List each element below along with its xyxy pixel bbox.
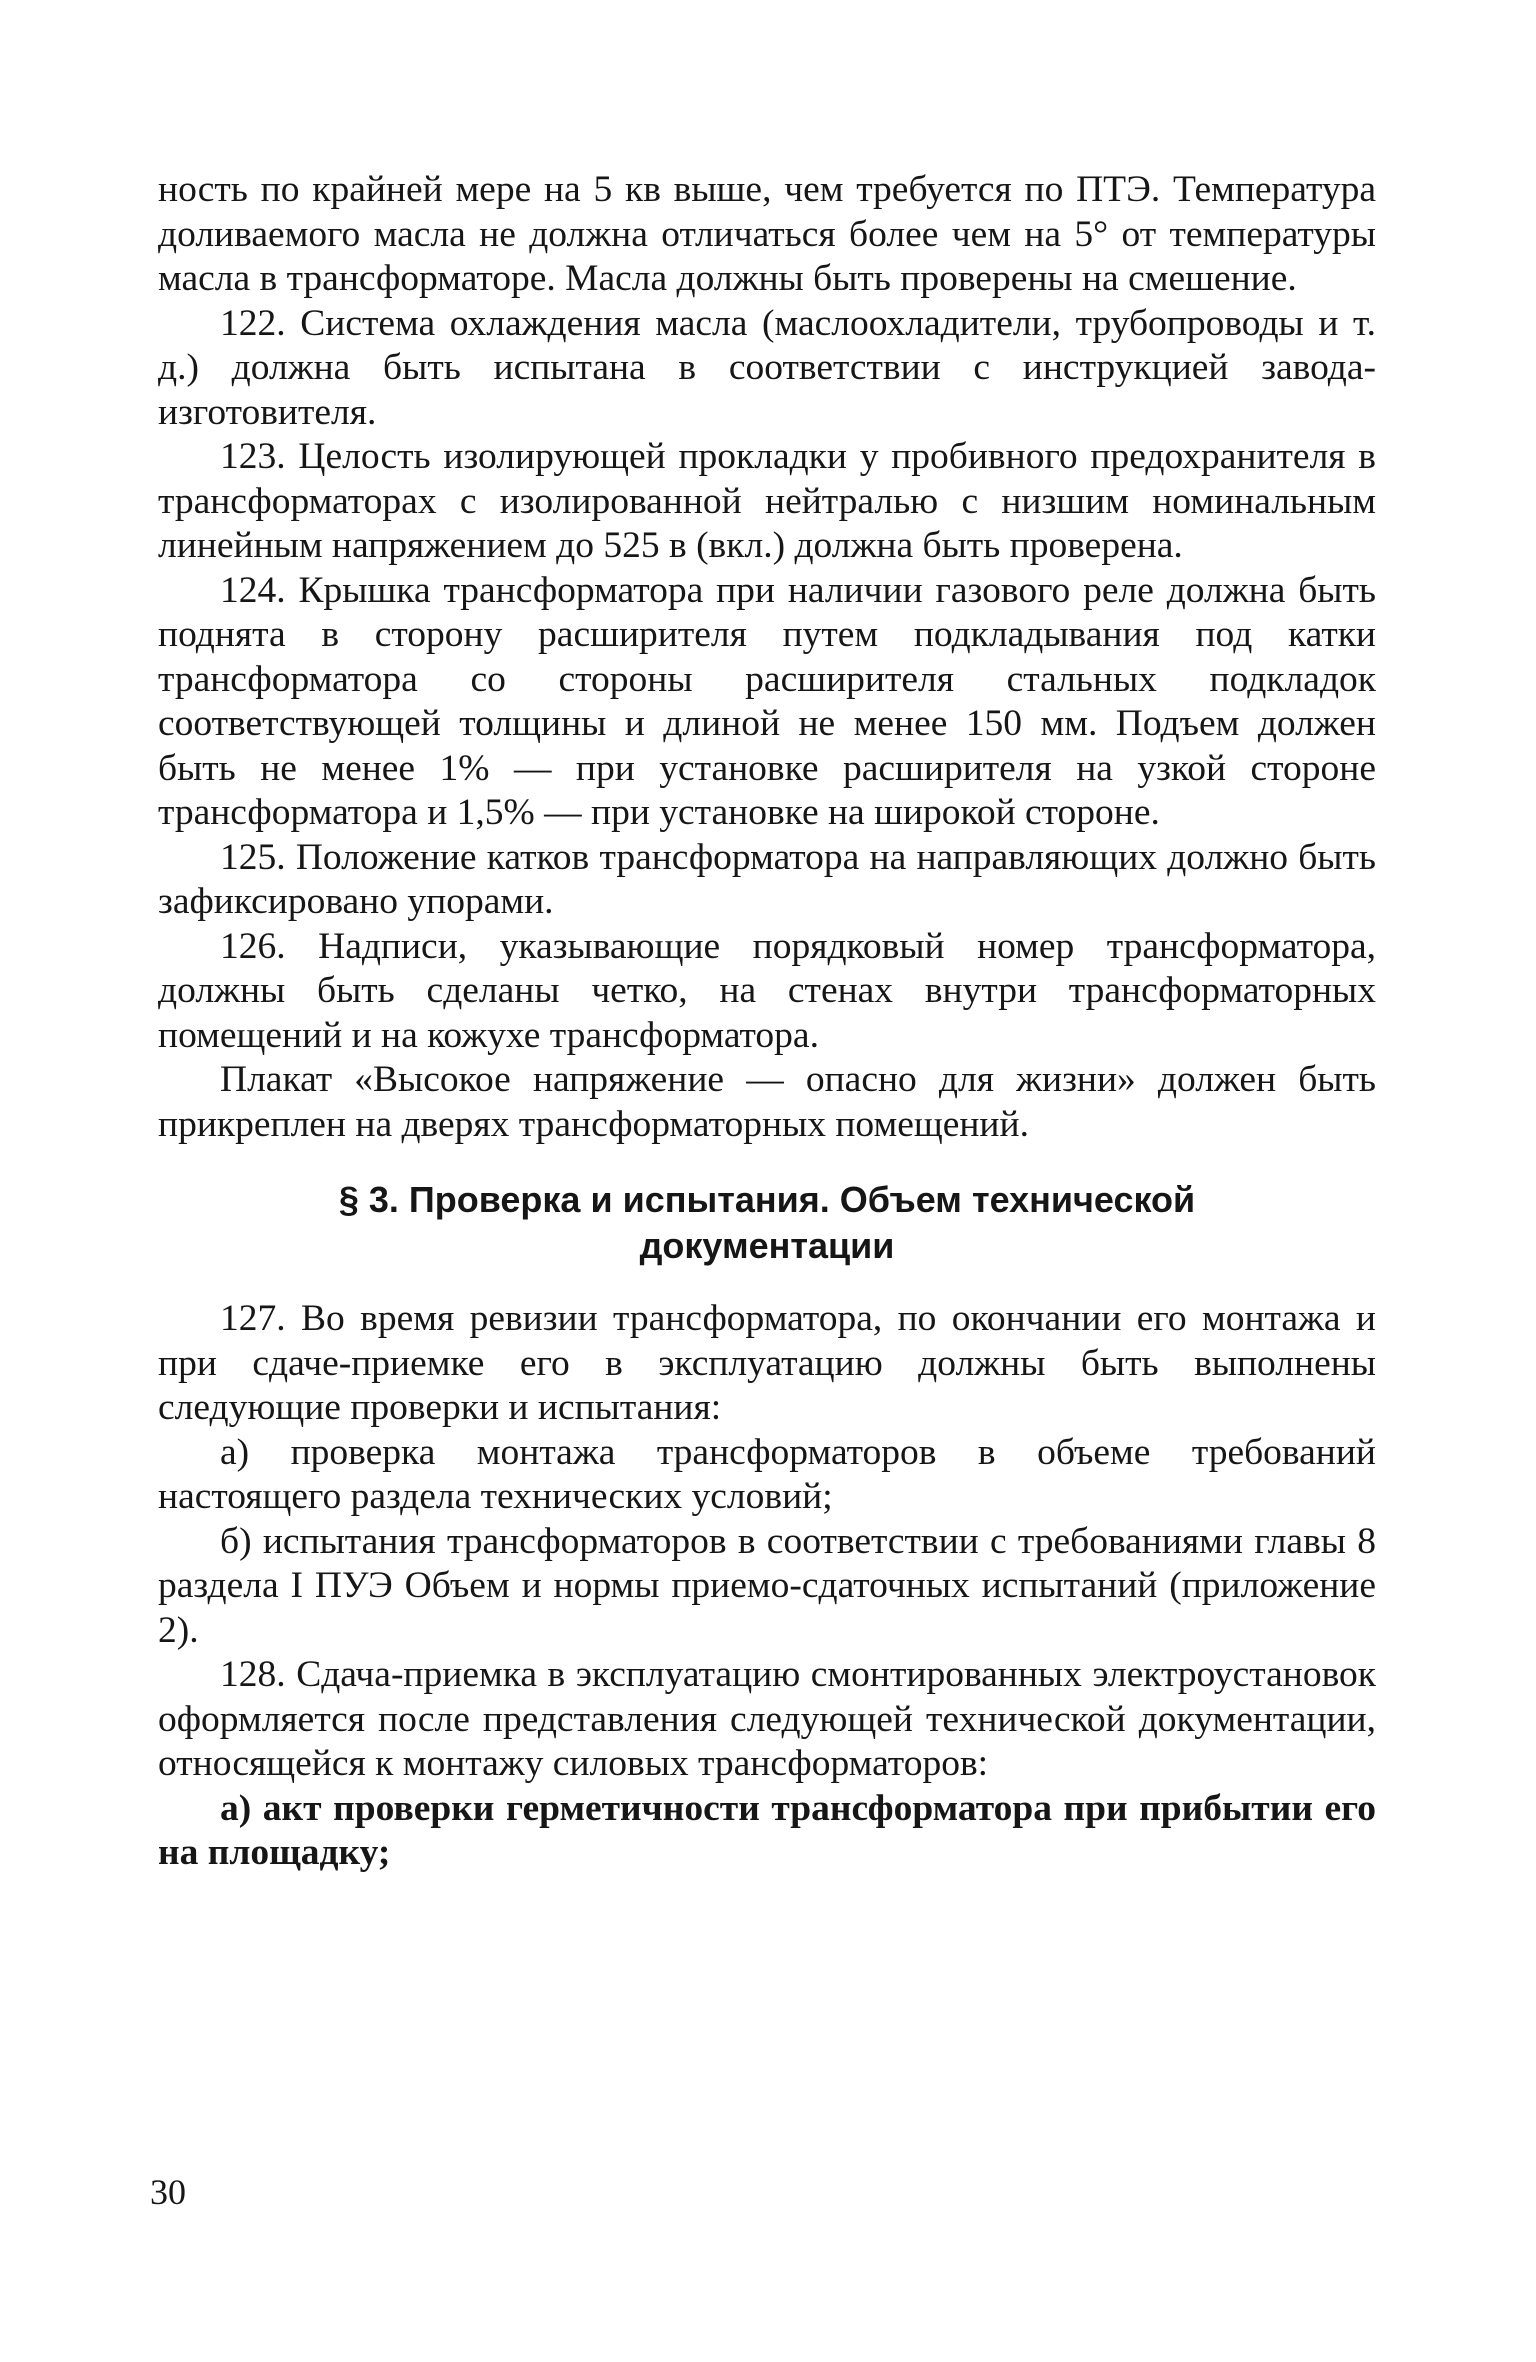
body-text [158,168,1376,1876]
section-heading: § 3. Проверка и испытания. Объем технической документации [338,1179,1196,1266]
paragraph-128: 128. Сдача-приемка в эксплуатацию смонтированных электроустановок оформляется после представления следующей технической документации, относящейся к монтажу силовых трансформаторов: [158,1654,1376,1784]
paragraph-126: 126. Надписи, указывающие порядковый номер трансформатора, должны быть сделаны четко, на стенах внутри трансформаторных помещений и на кожухе трансформатора. [158,925,1376,1056]
list-item-127a: а) проверка монтажа трансформаторов в объеме требований настоящего раздела технических условий; [158,1431,1376,1517]
list-item-127b: б) испытания трансформаторов в соответствии с требованиями главы 8 раздела I ПУЭ Объем и нормы приемо-сдаточных испытаний (приложение 2). [158,1520,1376,1651]
paragraph-127: 127. Во время ревизии трансформатора, по окончании его монтажа и при сдаче-приемке его в эксплуатацию должны быть выполнены следующие проверки и испытания: [158,1298,1376,1428]
paragraph-122: 122. Система охлаждения масла (маслоохладители, трубопроводы и т. д.) должна быть испытана в соответствии с инструкцией завода-изготовителя. [158,302,1376,433]
paragraph-123: 123. Целость изолирующей прокладки у пробивного предохранителя в трансформаторах с изолированной нейтралью с низшим номинальным линейным напряжением до 525 в (вкл.) должна быть проверена. [158,436,1376,566]
paragraph-124: 124. Крышка трансформатора при наличии газового реле должна быть поднята в сторону расширителя путем подкладывания под катки трансформатора со стороны расширителя стальных подкладок соответствующей толщины и длиной не менее 150 мм. Подъем должен быть не менее 1% — при установке расширителя на узкой стороне трансформатора и 1,5% — при установке на широкой стороне. [158,569,1376,833]
paragraph-poster: Плакат «Высокое напряжение — опасно для жизни» должен быть прикреплен на дверях трансформаторных помещений. [158,1059,1376,1145]
paragraph-continuation: ность по крайней мере на 5 кв выше, чем требуется по ПТЭ. Температура доливаемого масла не должна отличаться более чем на 5° от температуры масла в трансформаторе. Масла должны быть проверены на смешение. [158,169,1376,299]
page-number: 30 [150,2172,186,2212]
paragraph-125: 125. Положение катков трансформатора на направляющих должно быть зафиксировано упорами. [158,836,1376,922]
list-item-128a: а) акт проверки герметичности трансформатора при прибытии его на площадку; [158,1787,1376,1873]
